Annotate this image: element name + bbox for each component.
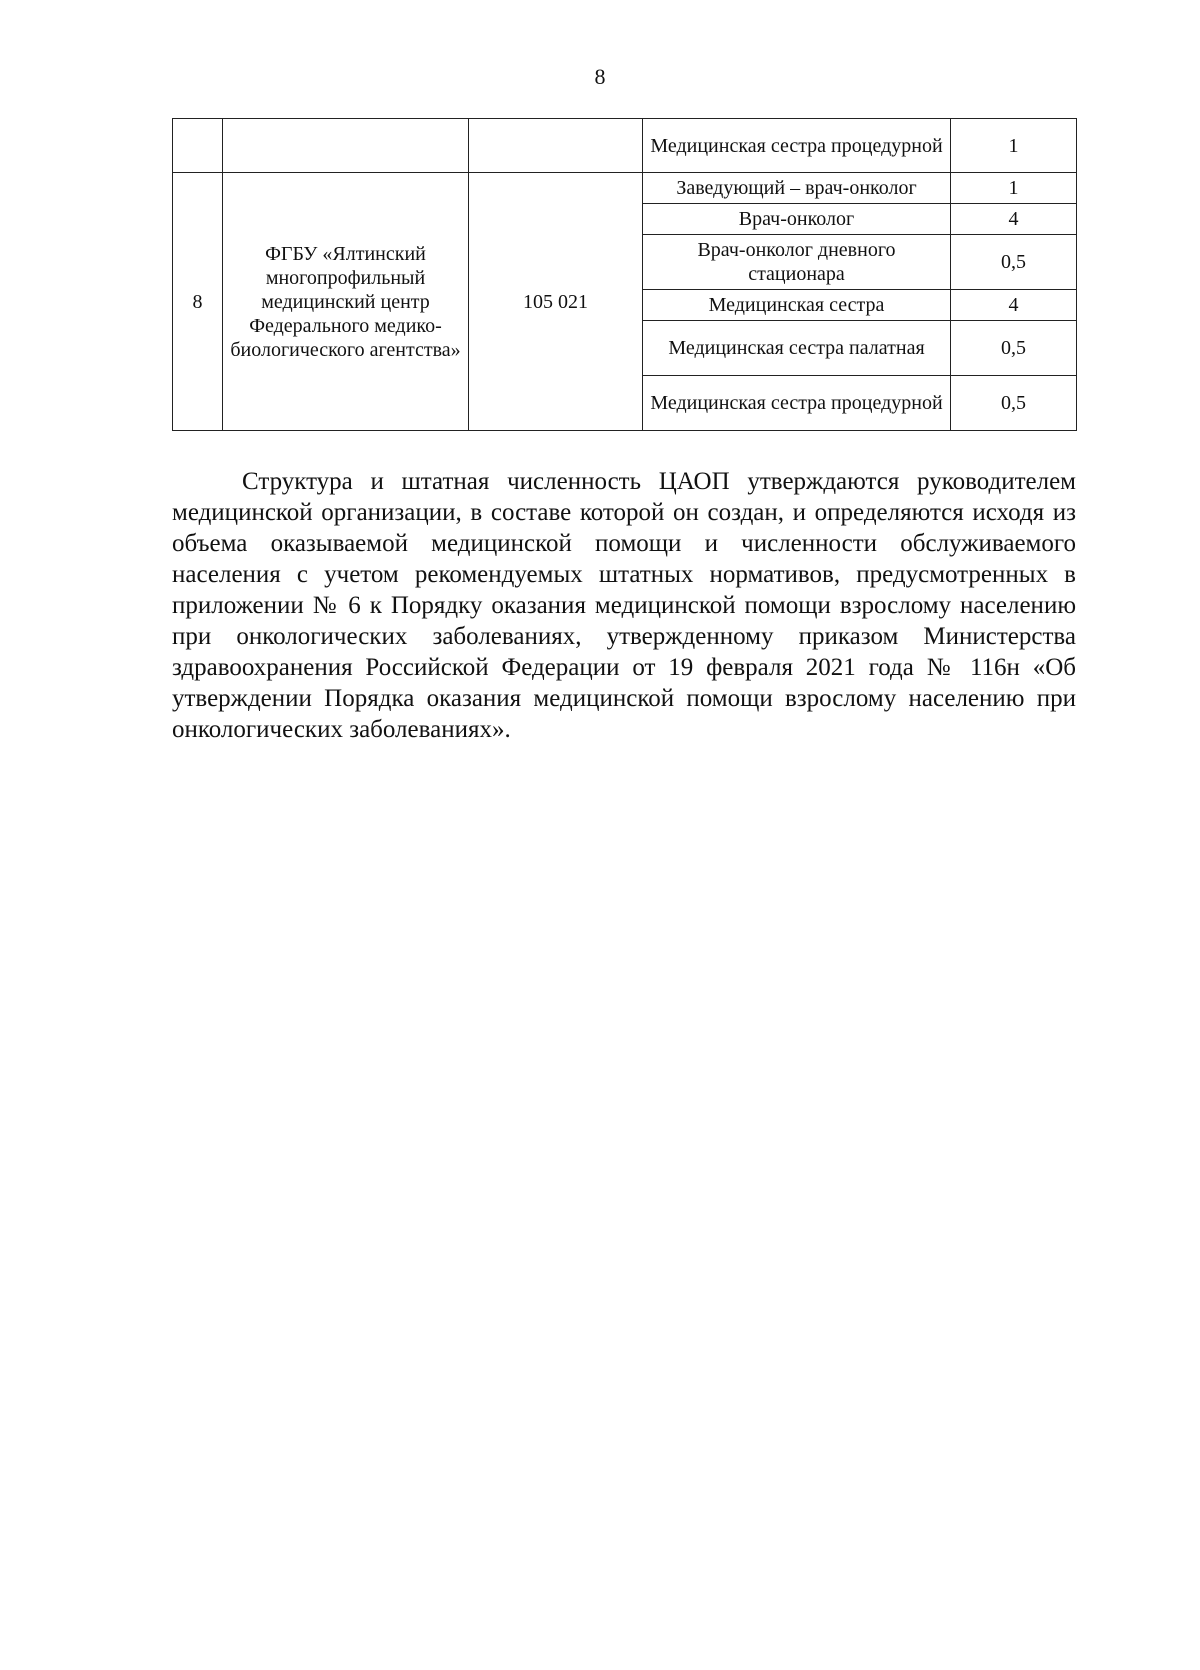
row-number-cell: 8 [173, 173, 223, 431]
table-row [173, 173, 1077, 204]
organization-cell [223, 119, 469, 173]
row-number-cell [173, 119, 223, 173]
population-cell [469, 119, 643, 173]
position-cell: Медицинская сестра процедурной [643, 376, 951, 431]
position-cell: Врач-онколог дневного стационара [643, 235, 951, 290]
position-cell: Заведующий – врач-онколог [643, 173, 951, 204]
population-cell: 105 021 [469, 173, 643, 431]
organization-cell: ФГБУ «Ялтинский многопрофильный медицинский центр Федерального медико-биологического агентства» [223, 173, 469, 431]
position-cell: Медицинская сестра палатная [643, 321, 951, 376]
position-cell: Медицинская сестра [643, 290, 951, 321]
quantity-cell: 1 [951, 173, 1077, 204]
position-cell: Медицинская сестра процедурной [643, 119, 951, 173]
quantity-cell: 4 [951, 290, 1077, 321]
position-cell: Врач-онколог [643, 204, 951, 235]
page-number: 8 [594, 64, 606, 89]
quantity-cell: 4 [951, 204, 1077, 235]
body-paragraph: Структура и штатная численность ЦАОП утверждаются руководителем медицинской организации, в составе которой он создан, и определяются исходя из объема оказываемой медицинской помощи и численности обслуживаемого населения с учетом рекомендуемых штатных нормативов, предусмотренных в приложении № 6 к Порядку оказания медицинской помощи взрослому населению при онкологических заболеваниях, утвержденному приказом Министерства здравоохранения Российской Федерации от 19 февраля 2021 года № 116н «Об утверждении Порядка оказания медицинской помощи взрослому населению при онкологических заболеваниях». [172, 468, 1076, 743]
table-row [173, 119, 1077, 173]
quantity-cell: 0,5 [951, 321, 1077, 376]
quantity-cell: 0,5 [951, 235, 1077, 290]
quantity-cell: 1 [951, 119, 1077, 173]
staffing-table [172, 118, 1077, 431]
quantity-cell: 0,5 [951, 376, 1077, 431]
